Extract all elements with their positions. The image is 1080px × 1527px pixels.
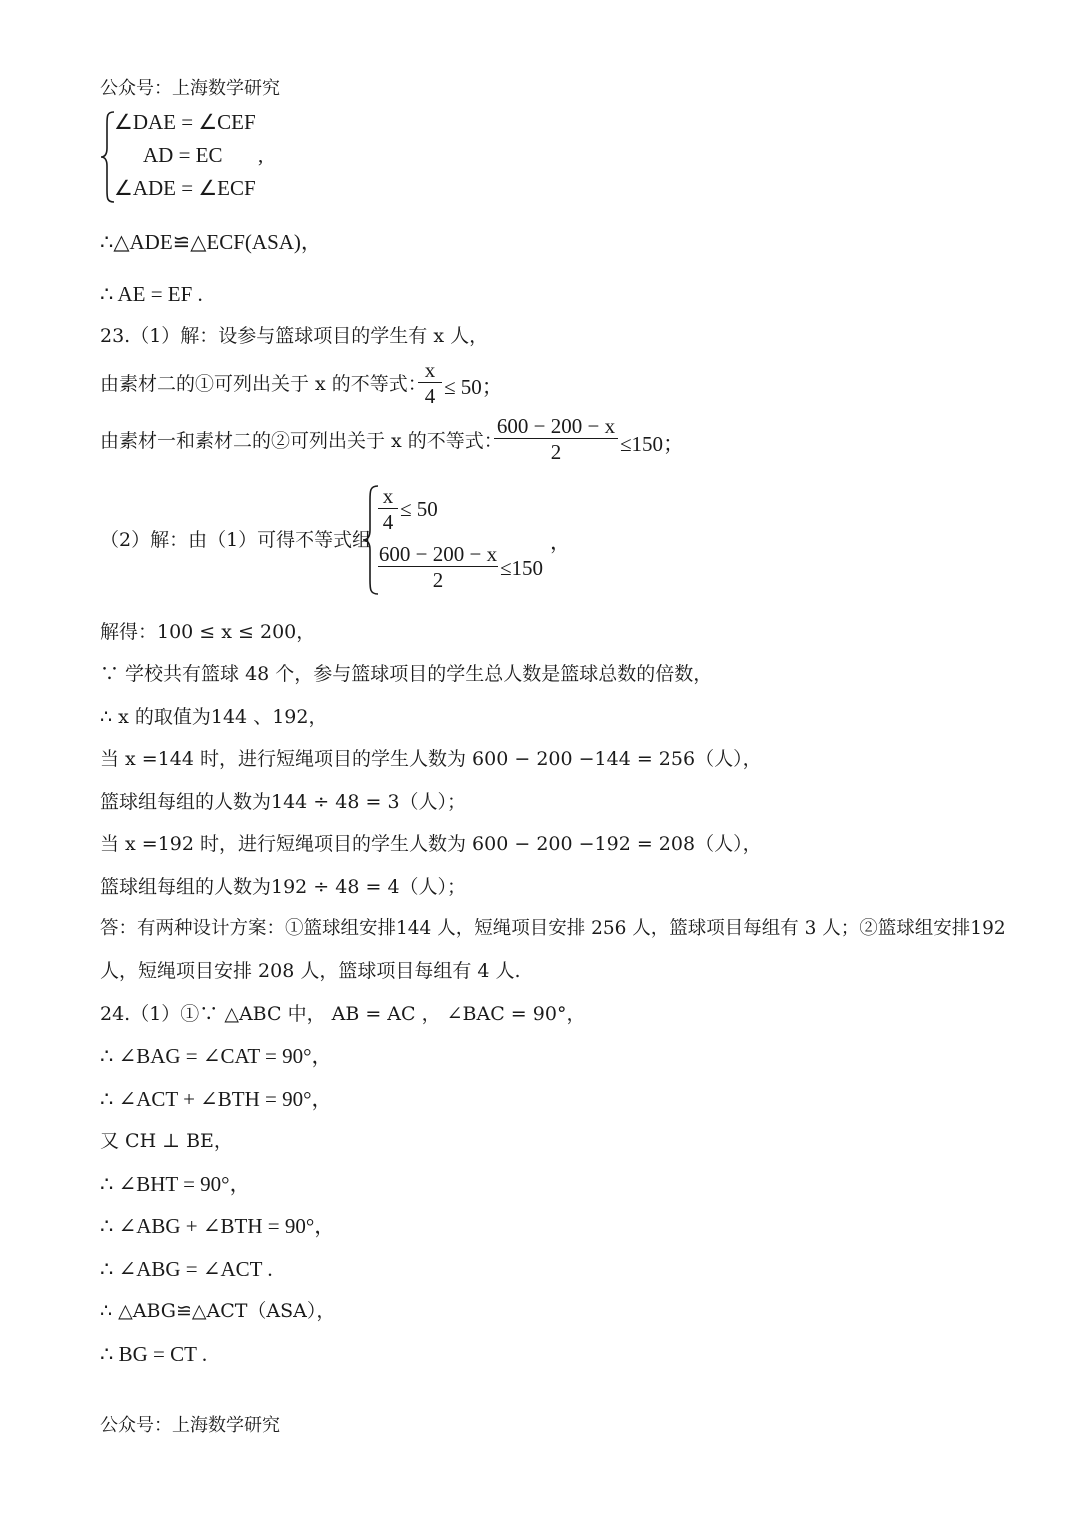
q23-sys-row2-fraction: [378, 542, 498, 593]
conclusion-line: ∴ AE = EF .: [100, 282, 203, 306]
fraction-numerator: x: [424, 358, 436, 382]
system-row-3: ∠ADE = ∠ECF: [114, 176, 256, 200]
fraction-denominator: 2: [550, 440, 562, 464]
q23-line: 解得：100 ≤ x ≤ 200，: [100, 621, 316, 643]
q23-line: 当 x =192 时，进行短绳项目的学生人数为 600 − 200 −192 = 208（人），: [100, 833, 762, 855]
q23-ineq1-text: 由素材二的①可列出关于 x 的不等式：: [100, 373, 427, 395]
congruence-line: ∴△ADE≌△ECF(ASA)，: [100, 230, 322, 254]
system-row-1: ∠DAE = ∠CEF: [114, 110, 256, 134]
q24-line: ∴ ∠ABG + ∠BTH = 90°，: [100, 1214, 336, 1238]
fraction-denominator: 2: [432, 568, 444, 592]
q23-ineq2-fraction: [494, 414, 618, 465]
q23-sys-row1-fraction: [378, 484, 398, 535]
q23-ineq2-rhs: ≤150；: [620, 432, 685, 456]
q24-line: 又 CH ⊥ BE，: [100, 1130, 233, 1152]
q23-line: 当 x =144 时，进行短绳项目的学生人数为 600 − 200 −144 = 256（人），: [100, 748, 762, 770]
q24-line: ∴ ∠ACT + ∠BTH = 90°，: [100, 1087, 333, 1111]
q24-line: 24.（1）①∵ △ABC 中， AB = AC ， ∠BAC = 90°，: [100, 1003, 586, 1025]
q23-line: ∴ x 的取值为144 、192，: [100, 706, 328, 728]
q23-line: ∵ 学校共有篮球 48 个，参与篮球项目的学生总人数是篮球总数的倍数，: [100, 663, 713, 685]
fraction-denominator: 4: [424, 384, 436, 408]
fraction-numerator: x: [382, 484, 394, 508]
q23-ineq2-text: 由素材一和素材二的②可列出关于 x 的不等式：: [100, 430, 503, 452]
fraction-numerator: 600 − 200 − x: [496, 414, 616, 438]
q23-answer-line: 人，短绳项目安排 208 人，篮球项目每组有 4 人.: [100, 960, 521, 982]
q24-line: ∴ BG = CT .: [100, 1342, 208, 1366]
system-tail: ,: [258, 143, 264, 167]
q23-part1-title: 23.（1）解：设参与篮球项目的学生有 x 人，: [100, 325, 489, 347]
header-watermark: 公众号：上海数学研究: [100, 78, 280, 99]
q24-line: ∴ ∠BHT = 90°，: [100, 1172, 251, 1196]
q23-answer-line: 答：有两种设计方案：①篮球组安排144 人，短绳项目安排 256 人，篮球项目每组有 3 人；②篮球组安排192: [100, 918, 1006, 939]
q24-line: ∴ ∠BAG = ∠CAT = 90°，: [100, 1044, 333, 1068]
fraction-numerator: 600 − 200 − x: [378, 542, 498, 566]
q23-ineq1-rhs: ≤ 50；: [444, 375, 503, 399]
system-row-2: AD = EC: [143, 143, 223, 167]
q23-sys-row2-rhs: ≤150: [500, 556, 544, 580]
q23-ineq1-fraction: [418, 358, 442, 409]
q23-part2-text: （2）解：由（1）可得不等式组: [100, 529, 372, 551]
q24-line: ∴ △ABG≌△ACT（ASA），: [100, 1300, 336, 1322]
q23-line: 篮球组每组的人数为192 ÷ 48 = 4（人）；: [100, 876, 467, 898]
footer-watermark: 公众号：上海数学研究: [100, 1415, 280, 1436]
fraction-denominator: 4: [382, 510, 394, 534]
q23-sys-tail: ，: [550, 530, 571, 554]
q23-line: 篮球组每组的人数为144 ÷ 48 = 3（人）；: [100, 791, 467, 813]
q24-line: ∴ ∠ABG = ∠ACT .: [100, 1257, 273, 1281]
q23-sys-row1-rhs: ≤ 50: [400, 497, 438, 521]
